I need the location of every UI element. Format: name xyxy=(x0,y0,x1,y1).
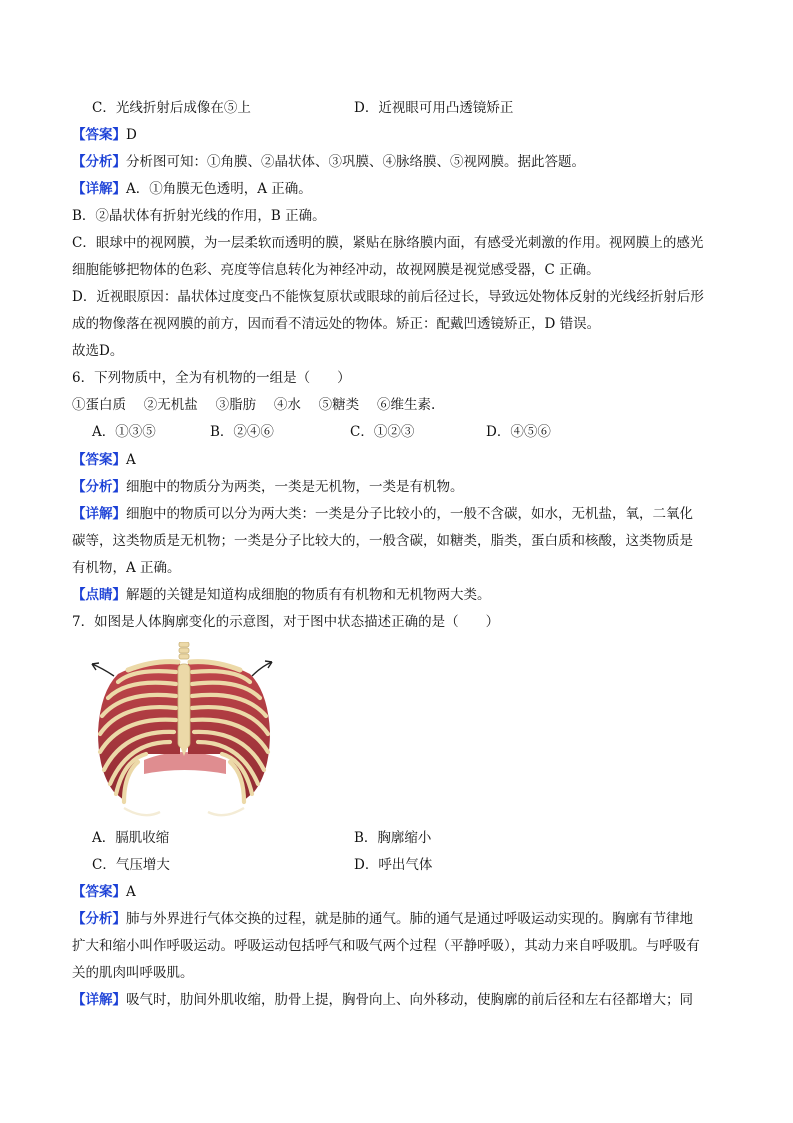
q7-options-cd xyxy=(92,855,723,875)
q5-detail-a xyxy=(72,179,723,199)
q5-option-d: D．近视眼可用凸透镜矫正 xyxy=(354,100,514,116)
analysis-text: 细胞中的物质分为两类，一类是无机物，一类是有机物。 xyxy=(126,479,464,495)
q5-option-c: C．光线折射后成像在⑤上 xyxy=(92,100,251,116)
q6-option-d: D．④⑤⑥ xyxy=(486,424,551,440)
comment-tag: 【点睛】 xyxy=(72,587,126,603)
analysis-text: 肺与外界进行气体交换的过程，就是肺的通气。肺的通气是通过呼吸运动实现的。胸廓有节律地 xyxy=(126,911,693,927)
q6-option-a: A．①③⑤ xyxy=(92,424,156,440)
q7-analysis3: 关的肌肉叫呼吸肌。 xyxy=(72,965,194,981)
q5-detail-d1: D．近视眼原因：晶状体过度变凸不能恢复原状或眼球的前后径过长，导致远处物体反射的光线经折射后形 xyxy=(72,289,704,305)
q6-option-b: B．②④⑥ xyxy=(210,424,274,440)
q7-option-c: C．气压增大 xyxy=(92,857,170,873)
q7-detail1 xyxy=(72,990,723,1010)
q7-options-ab xyxy=(92,828,723,848)
expansion-arrow-left xyxy=(92,663,114,676)
analysis-tag: 【分析】 xyxy=(72,911,126,927)
q7-stem: 7．如图是人体胸廓变化的示意图，对于图中状态描述正确的是（ ） xyxy=(72,614,500,630)
answer-value: A xyxy=(126,884,136,900)
comment-text: 解题的关键是知道构成细胞的物质有有机物和无机物两大类。 xyxy=(126,587,491,603)
q7-option-d: D．呼出气体 xyxy=(354,857,433,873)
analysis-tag: 【分析】 xyxy=(72,154,126,170)
q6-options xyxy=(92,422,723,442)
answer-tag: 【答案】 xyxy=(72,127,126,143)
analysis-text: 分析图可知：①角膜、②晶状体、③巩膜、④脉络膜、⑤视网膜。据此答题。 xyxy=(126,154,585,170)
q7-analysis1 xyxy=(72,909,723,929)
diaphragm xyxy=(144,752,226,774)
analysis-tag: 【分析】 xyxy=(72,479,126,495)
q6-items: ①蛋白质 ②无机盐 ③脂肪 ④水 ⑤糖类 ⑥维生素. xyxy=(72,397,436,413)
q6-comment xyxy=(72,585,723,605)
q6-stem: 6．下列物质中，全为有机物的一组是（ ） xyxy=(72,370,351,386)
detail-tag: 【详解】 xyxy=(72,506,126,522)
q7-analysis2: 扩大和缩小叫作呼吸运动。呼吸运动包括呼气和吸气两个过程（平静呼吸），其动力来自呼吸肌。与呼吸有 xyxy=(72,938,700,954)
q5-detail-c2: 细胞能够把物体的色彩、亮度等信息转化为神经冲动，故视网膜是视觉感受器，C 正确。 xyxy=(72,262,600,278)
q5-options-cd xyxy=(92,98,723,118)
detail-text: 吸气时，肋间外肌收缩，肋骨上提，胸骨向上、向外移动，使胸廓的前后径和左右径都增大；同 xyxy=(126,992,693,1008)
answer-value: D xyxy=(126,127,137,143)
rib-cage-illustration xyxy=(84,642,284,828)
q5-conclusion: 故选D。 xyxy=(72,343,124,359)
detail-tag: 【详解】 xyxy=(72,992,126,1008)
q6-answer xyxy=(72,450,723,470)
q6-detail1 xyxy=(72,504,723,524)
q7-option-a: A．膈肌收缩 xyxy=(92,830,170,846)
detail-text: 细胞中的物质可以分为两大类：一类是分子比较小的，一般不含碳，如水，无机盐，氧，二氧化 xyxy=(126,506,693,522)
costal-cartilage xyxy=(124,808,244,815)
q6-analysis xyxy=(72,477,723,497)
answer-tag: 【答案】 xyxy=(72,452,126,468)
sternum xyxy=(178,664,190,748)
answer-tag: 【答案】 xyxy=(72,884,126,900)
q5-detail-b: B．②晶状体有折射光线的作用，B 正确。 xyxy=(72,208,326,224)
rib-cage-figure xyxy=(84,642,284,828)
q5-answer xyxy=(72,125,723,145)
q7-answer xyxy=(72,882,723,902)
q6-detail3: 有机物，A 正确。 xyxy=(72,560,181,576)
answer-value: A xyxy=(126,452,136,468)
q6-detail2: 碳等，这类物质是无机物；一类是分子比较大的，一般含碳，如糖类，脂类，蛋白质和核酸，这类物质是 xyxy=(72,533,693,549)
detail-text: A．①角膜无色透明，A 正确。 xyxy=(126,181,312,197)
q6-option-c: C．①②③ xyxy=(350,424,415,440)
cervical-spine xyxy=(179,642,189,659)
detail-tag: 【详解】 xyxy=(72,181,126,197)
q7-option-b: B．胸廓缩小 xyxy=(354,830,432,846)
expansion-arrow-right xyxy=(252,661,272,676)
q5-analysis xyxy=(72,152,723,172)
q5-detail-d2: 成的物像落在视网膜的前方，因而看不清远处的物体。矫正：配戴凹透镜矫正，D 错误。 xyxy=(72,316,601,332)
q5-detail-c1: C．眼球中的视网膜，为一层柔软而透明的膜，紧贴在脉络膜内面，有感受光刺激的作用。视网膜上的感光 xyxy=(72,235,704,251)
